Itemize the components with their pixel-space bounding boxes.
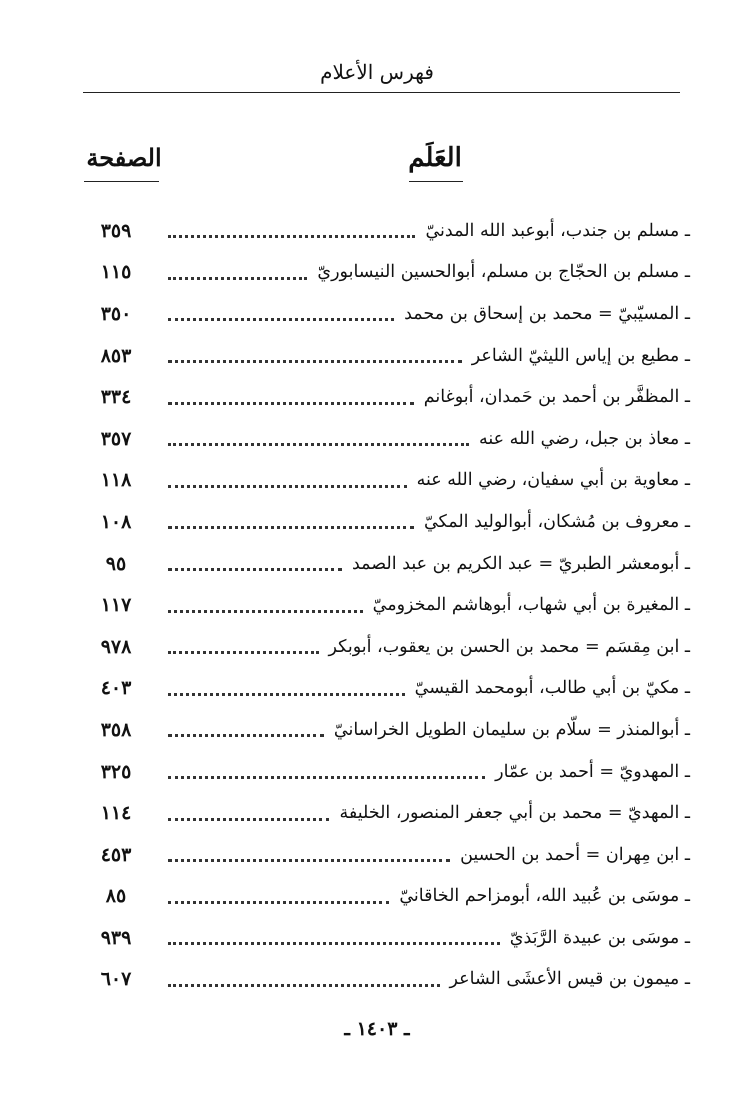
entry-page-number: ١١٥ <box>100 261 132 284</box>
index-entry <box>80 876 690 918</box>
entry-name: ـ ميمون بن قيس الأعشَى الشاعر <box>444 969 690 989</box>
dot-leader <box>168 818 329 821</box>
index-entry <box>80 709 690 751</box>
entry-page-number: ١٠٨ <box>100 510 132 533</box>
dot-leader <box>168 277 307 280</box>
entry-page-number: ٨٥٣ <box>100 344 132 367</box>
entry-name: ـ المغيرة بن أبي شهاب، أبوهاشم المخزوميّ <box>367 595 690 615</box>
index-entry <box>80 418 690 460</box>
index-entry <box>80 917 690 959</box>
entry-page-number: ١١٨ <box>100 469 132 492</box>
entry-page-number: ٣٥٨ <box>100 718 132 741</box>
entry-page-number: ٣٥٧ <box>100 427 132 450</box>
entry-name: ـ المهديّ = محمد بن أبي جعفر المنصور، الخليفة <box>333 803 690 823</box>
index-entry <box>80 252 690 294</box>
entry-name: ـ المهدويّ = أحمد بن عمّار <box>489 762 690 782</box>
entry-name: ـ معاوية بن أبي سفيان، رضي الله عنه <box>411 470 690 490</box>
index-entry <box>80 501 690 543</box>
dot-leader <box>168 776 485 779</box>
dot-leader <box>168 984 440 987</box>
dot-leader <box>168 318 394 321</box>
index-entry <box>80 668 690 710</box>
entry-name: ـ مكيّ بن أبي طالب، أبومحمد القيسيّ <box>409 678 690 698</box>
running-head: فهرس الأعلام <box>320 60 434 84</box>
entry-page-number: ٣٥٩ <box>100 219 132 242</box>
dot-leader <box>168 859 450 862</box>
entry-page-number: ٣٣٤ <box>100 386 132 409</box>
header-rule <box>83 92 680 93</box>
name-column-underline <box>409 181 463 182</box>
entry-name: ـ مسلم بن الحجّاج بن مسلم، أبوالحسين النيسابوريّ <box>311 262 690 282</box>
entry-name: ـ موسَى بن عبيدة الرَّبَذيّ <box>504 928 690 948</box>
index-entry <box>80 543 690 585</box>
entry-page-number: ٣٢٥ <box>100 760 132 783</box>
entry-name: ـ معاذ بن جبل، رضي الله عنه <box>473 429 690 449</box>
dot-leader <box>168 693 405 696</box>
dot-leader <box>168 942 500 945</box>
dot-leader <box>168 402 414 405</box>
index-entries-list <box>80 210 690 1000</box>
entry-name: ـ ابن مِقسَم = محمد بن الحسن بن يعقوب، أبوبكر <box>323 637 690 657</box>
entry-name: ـ ابن مِهران = أحمد بن الحسين <box>454 845 690 865</box>
entry-page-number: ٦٠٧ <box>100 968 132 991</box>
dot-leader <box>168 610 363 613</box>
entry-name: ـ مطيع بن إياس الليثيّ الشاعر <box>466 346 690 366</box>
index-entry <box>80 959 690 1001</box>
name-column-header: العَلَم <box>408 143 462 173</box>
page-column-header: الصفحة <box>86 143 162 172</box>
entry-page-number: ٣٥٠ <box>100 302 132 325</box>
dot-leader <box>168 901 389 904</box>
index-entry <box>80 584 690 626</box>
dot-leader <box>168 651 319 654</box>
index-entry <box>80 834 690 876</box>
dot-leader <box>168 734 324 737</box>
entry-page-number: ١١٤ <box>100 802 132 825</box>
entry-name: ـ معروف بن مُشكان، أبوالوليد المكيّ <box>418 512 690 532</box>
page-number: ـ ١٤٠٣ ـ <box>344 1018 410 1040</box>
dot-leader <box>168 235 415 238</box>
dot-leader <box>168 443 469 446</box>
index-entry <box>80 210 690 252</box>
index-entry <box>80 792 690 834</box>
entry-page-number: ٤٠٣ <box>100 677 132 700</box>
page-column-underline <box>84 181 159 182</box>
entry-name: ـ المسيّبيّ = محمد بن إسحاق بن محمد <box>398 304 690 324</box>
dot-leader <box>168 360 462 363</box>
index-entry <box>80 293 690 335</box>
entry-page-number: ٩٣٩ <box>100 926 132 949</box>
index-entry <box>80 335 690 377</box>
dot-leader <box>168 568 342 571</box>
dot-leader <box>168 485 407 488</box>
index-entry <box>80 460 690 502</box>
entry-page-number: ٩٧٨ <box>100 635 132 658</box>
entry-page-number: ٤٥٣ <box>100 843 132 866</box>
index-entry <box>80 751 690 793</box>
entry-name: ـ أبومعشر الطبريّ = عبد الكريم بن عبد الصمد <box>346 554 690 574</box>
dot-leader <box>168 526 414 529</box>
index-entry <box>80 626 690 668</box>
entry-name: ـ أبوالمنذر = سلّام بن سليمان الطويل الخراسانيّ <box>328 720 690 740</box>
entry-page-number: ٨٥ <box>105 885 127 908</box>
entry-page-number: ١١٧ <box>100 594 132 617</box>
entry-name: ـ مسلم بن جندب، أبوعبد الله المدنيّ <box>419 221 690 241</box>
entry-name: ـ المظفَّر بن أحمد بن حَمدان، أبوغانم <box>418 387 690 407</box>
index-entry <box>80 376 690 418</box>
entry-page-number: ٩٥ <box>105 552 127 575</box>
entry-name: ـ موسَى بن عُبيد الله، أبومزاحم الخاقانيّ <box>393 886 690 906</box>
